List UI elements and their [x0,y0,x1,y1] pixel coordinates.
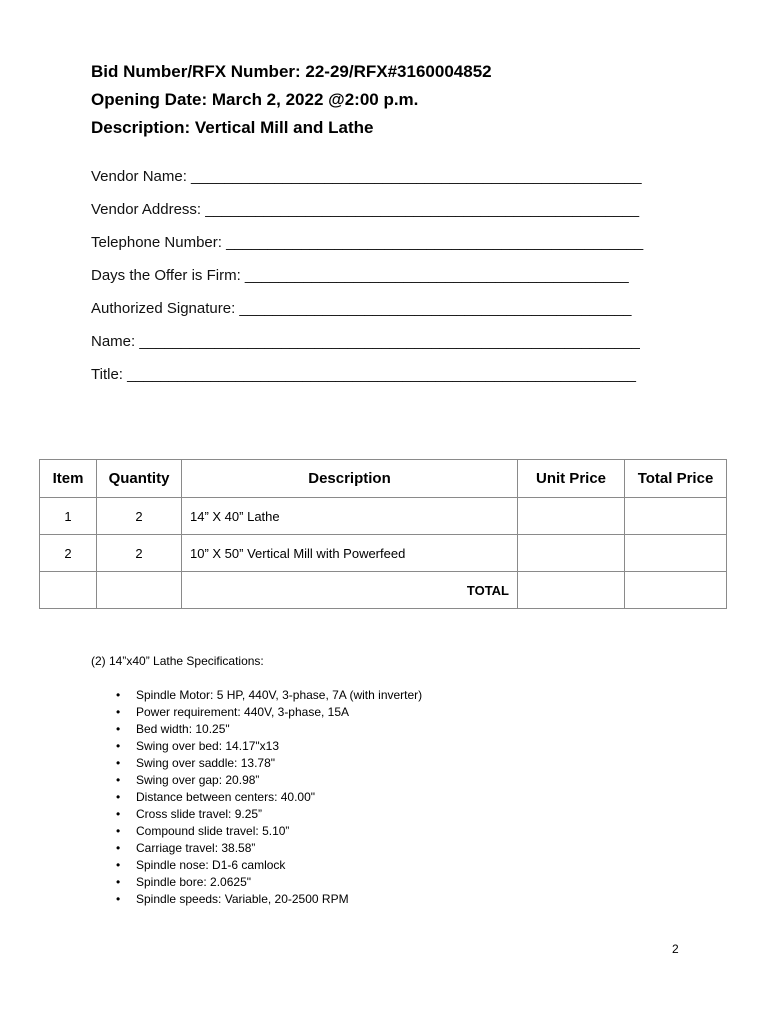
spec-text: Spindle speeds: Variable, 20-2500 RPM [136,892,349,906]
spec-text: Distance between centers: 40.00" [136,790,316,804]
opening-date: Opening Date: March 2, 2022 @2:00 p.m. [91,90,419,109]
specs-title: (2) 14”x40” Lathe Specifications: [91,654,264,668]
page-number: 2 [672,942,679,956]
cell-total-unit-price [518,572,625,609]
lathe-specifications [91,652,422,908]
list-item [91,789,422,806]
list-item [91,874,422,891]
spec-text: Spindle Motor: 5 HP, 440V, 3-phase, 7A (with inverter) [136,688,423,702]
list-item [91,687,422,704]
spec-text: Swing over gap: 20.98” [136,773,260,787]
list-item [91,823,422,840]
bullet-icon: • [116,824,121,838]
spec-text: Swing over bed: 14.17"x13 [136,739,280,753]
list-item [91,891,422,908]
spec-text: Spindle nose: D1-6 camlock [136,858,286,872]
bullet-icon: • [116,688,121,702]
cell-total-price [625,535,727,572]
bullet-icon: • [116,705,121,719]
cell-quantity: 2 [97,498,182,535]
header-item: Item [40,460,97,498]
bullet-icon: • [116,790,121,804]
bullet-icon: • [116,875,121,889]
list-item [91,755,422,772]
table-row [40,498,727,535]
list-item [91,806,422,823]
header-description: Description [182,460,518,498]
cell-empty [40,572,97,609]
spec-text: Carriage travel: 38.58” [136,841,256,855]
total-label: TOTAL [182,572,518,609]
spec-text: Bed width: 10.25" [136,722,230,736]
bullet-icon: • [116,722,121,736]
cell-quantity: 2 [97,535,182,572]
spec-text: Swing over saddle: 13.78" [136,756,276,770]
name-field: Name: ____________________________________________________________ [91,333,640,350]
spec-text: Spindle bore: 2.0625" [136,875,252,889]
vendor-address-field: Vendor Address: ____________________________________________________ [91,201,640,218]
list-item [91,721,422,738]
cell-unit-price [518,498,625,535]
bullet-icon: • [116,858,121,872]
days-firm-field: Days the Offer is Firm: ______________________________________________ [91,267,629,284]
list-item [91,738,422,755]
header-unit-price: Unit Price [518,460,625,498]
table-row [40,535,727,572]
list-item [91,704,422,721]
cell-unit-price [518,535,625,572]
spec-text: Power requirement: 440V, 3-phase, 15A [136,705,350,719]
vendor-form [91,160,643,391]
list-item [91,840,422,857]
specs-list [91,687,422,908]
cell-total-price [625,498,727,535]
cell-total-amount [625,572,727,609]
cell-description: 14” X 40” Lathe [182,498,518,535]
bid-number: Bid Number/RFX Number: 22-29/RFX#3160004852 [91,62,492,81]
list-item [91,857,422,874]
bullet-icon: • [116,773,121,787]
spec-text: Cross slide travel: 9.25” [136,807,263,821]
cell-description: 10” X 50” Vertical Mill with Powerfeed [182,535,518,572]
header-total-price: Total Price [625,460,727,498]
bullet-icon: • [116,892,121,906]
cell-empty [97,572,182,609]
description-heading: Description: Vertical Mill and Lathe [91,118,374,137]
list-item [91,772,422,789]
cell-item: 1 [40,498,97,535]
bullet-icon: • [116,807,121,821]
bid-table [39,459,727,609]
table-header-row [40,460,727,498]
document-header [91,58,492,142]
header-quantity: Quantity [97,460,182,498]
cell-item: 2 [40,535,97,572]
title-field: Title: _____________________________________________________________ [91,366,636,383]
spec-text: Compound slide travel: 5.10” [136,824,290,838]
telephone-field: Telephone Number: __________________________________________________ [91,234,644,251]
bullet-icon: • [116,739,121,753]
vendor-name-field: Vendor Name: ______________________________________________________ [91,168,642,185]
bullet-icon: • [116,841,121,855]
bullet-icon: • [116,756,121,770]
signature-field: Authorized Signature: _______________________________________________ [91,300,632,317]
table-total-row [40,572,727,609]
